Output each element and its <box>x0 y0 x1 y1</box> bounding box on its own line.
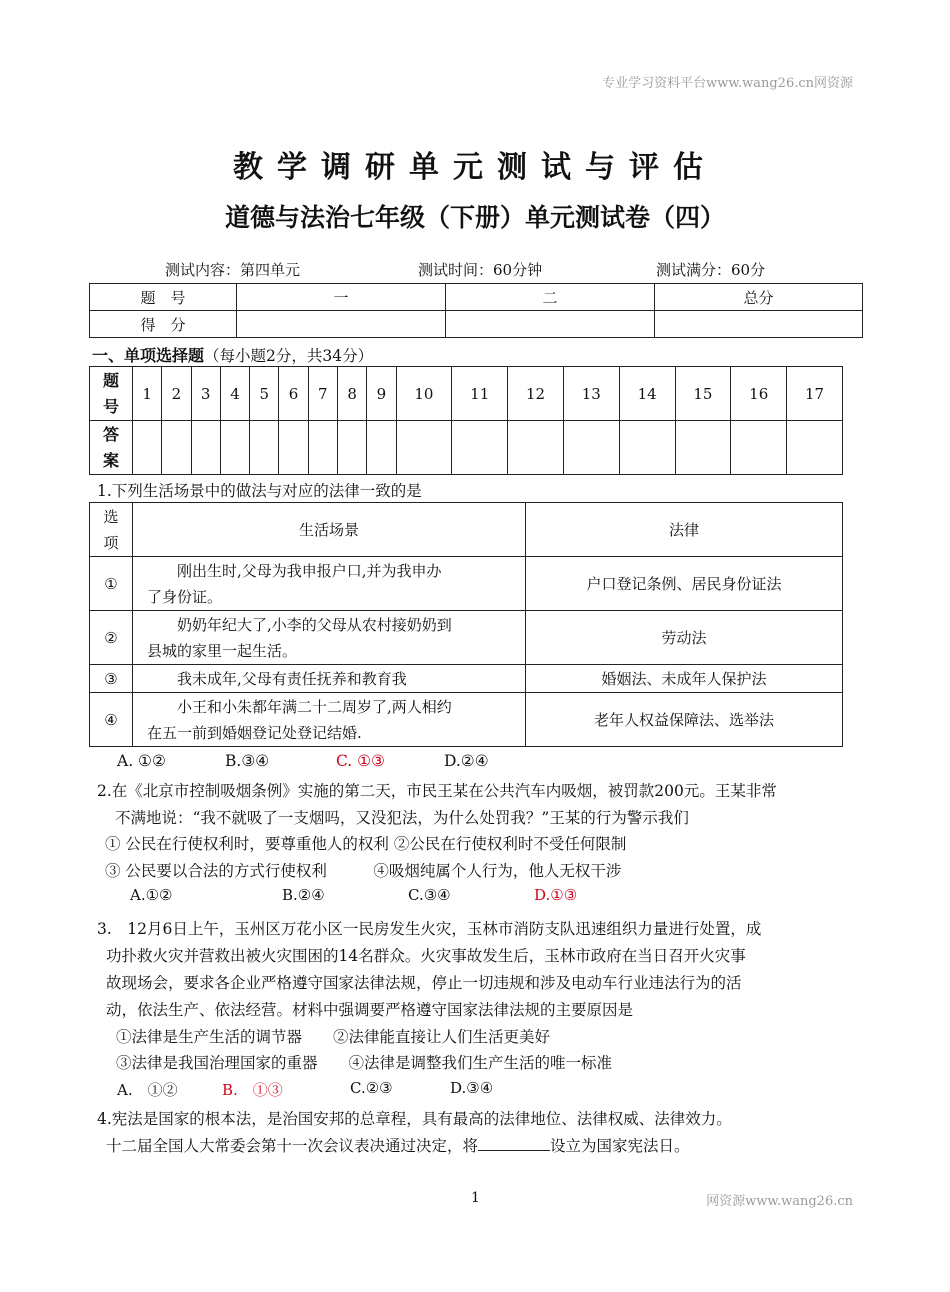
answer-grid-answer-cell[interactable] <box>675 421 731 475</box>
answer-grid-answer-cell[interactable] <box>508 421 564 475</box>
q2-choice-a[interactable]: A.①② <box>130 886 173 904</box>
exam-time: 测试时间：60分钟 <box>418 261 543 279</box>
answer-grid-answer-label: 答 案 <box>90 421 133 475</box>
q1-choice-b[interactable]: B.③④ <box>225 752 270 770</box>
answer-grid-number: 6 <box>279 367 308 421</box>
answer-grid <box>89 366 843 475</box>
score-header-question: 题 号 <box>90 284 237 311</box>
answer-grid-number: 5 <box>250 367 279 421</box>
answer-grid-answer-cell[interactable] <box>250 421 279 475</box>
answer-grid-answer-cell[interactable] <box>563 421 619 475</box>
answer-grid-answer-cell[interactable] <box>619 421 675 475</box>
section1-note: （每小题2分，共34分） <box>204 347 374 365</box>
score-cell-total[interactable] <box>655 311 863 338</box>
q2-statement: ③ 公民要以合法的方式行使权利 ④吸烟纯属个人行为，他人无权干涉 <box>105 862 622 880</box>
answer-grid-number: 16 <box>731 367 787 421</box>
answer-grid-answer-cell[interactable] <box>396 421 452 475</box>
score-table <box>89 283 863 338</box>
q1-row-scene: 小王和小朱都年满二十二周岁了,两人相约 在五一前到婚姻登记处登记结婚. <box>133 693 526 747</box>
main-title: 教学调研单元测试与评估 <box>233 150 717 185</box>
score-header-total: 总分 <box>655 284 863 311</box>
q1-row <box>90 693 843 747</box>
q1-row-scene: 刚出生时,父母为我申报户口,并为我申办 了身份证。 <box>133 557 526 611</box>
q1-stem: 1.下列生活场景中的做法与对应的法律一致的是 <box>97 482 422 500</box>
answer-grid-number: 4 <box>220 367 249 421</box>
q1-choice-a[interactable]: A. ①② <box>117 752 166 770</box>
score-header-part2: 二 <box>446 284 655 311</box>
q3-choice-c[interactable]: C.②③ <box>350 1079 393 1097</box>
answer-grid-number: 9 <box>367 367 396 421</box>
answer-grid-answer-cell[interactable] <box>220 421 249 475</box>
q1-header-law: 法律 <box>526 503 843 557</box>
answer-grid-answer-cell[interactable] <box>162 421 191 475</box>
q1-row-law: 户口登记条例、居民身份证法 <box>526 557 843 611</box>
q3-statement: ③法律是我国治理国家的重器 ④法律是调整我们生产生活的唯一标准 <box>116 1054 613 1072</box>
answer-grid-answer-cell[interactable] <box>787 421 843 475</box>
q4-stem-line: 4.宪法是国家的根本法，是治国安邦的总章程，具有最高的法律地位、法律权威、法律效力。 <box>97 1110 732 1128</box>
q1-choice-c-answer[interactable]: C. ①③ <box>336 752 385 770</box>
answer-grid-number-label: 题 号 <box>90 367 133 421</box>
answer-grid-answer-cell[interactable] <box>279 421 308 475</box>
answer-grid-number: 11 <box>452 367 508 421</box>
q3-stem-line: 故现场会，要求各企业严格遵守国家法律法规，停止一切违规和涉及电动车行业违法行为的活 <box>106 974 742 992</box>
source-watermark-bottom: 网资源www.wang26.cn <box>706 1194 853 1209</box>
answer-grid-number: 15 <box>675 367 731 421</box>
exam-content: 测试内容：第四单元 <box>165 261 301 279</box>
q4-stem-line <box>106 1134 690 1156</box>
q2-choice-c[interactable]: C.③④ <box>408 886 451 904</box>
section1-title: 一、单项选择题 <box>92 346 205 365</box>
answer-grid-answer-cell[interactable] <box>452 421 508 475</box>
q2-statement: ① 公民在行使权利时，要尊重他人的权利 ②公民在行使权利时不受任何限制 <box>105 835 627 853</box>
q3-stem-line: 功扑救火灾并营救出被火灾围困的14名群众。火灾事故发生后，玉林市政府在当日召开火灾事 <box>106 947 746 965</box>
q2-choice-d-answer[interactable]: D.①③ <box>534 886 578 904</box>
q1-header-scene: 生活场景 <box>133 503 526 557</box>
answer-grid-number: 13 <box>563 367 619 421</box>
answer-grid-number: 10 <box>396 367 452 421</box>
answer-grid-answer-cell[interactable] <box>731 421 787 475</box>
answer-grid-number: 8 <box>337 367 366 421</box>
answer-grid-answer-cell[interactable] <box>308 421 337 475</box>
q4-answer-blank[interactable] <box>478 1136 550 1151</box>
section1-heading <box>92 343 373 366</box>
answer-grid-number: 1 <box>133 367 162 421</box>
q1-row-option: ① <box>90 557 133 611</box>
q1-choice-d[interactable]: D.②④ <box>444 752 489 770</box>
score-cell-part1[interactable] <box>237 311 446 338</box>
answer-grid-answer-cell[interactable] <box>191 421 220 475</box>
q1-row-option: ④ <box>90 693 133 747</box>
q1-row <box>90 665 843 693</box>
q1-row-scene: 奶奶年纪大了,小李的父母从农村接奶奶到 县城的家里一起生活。 <box>133 611 526 665</box>
answer-grid-answer-cell[interactable] <box>367 421 396 475</box>
source-watermark-top: 专业学习资料平台www.wang26.cn网资源 <box>602 76 853 91</box>
answer-grid-answer-cell[interactable] <box>133 421 162 475</box>
sub-title: 道德与法治七年级（下册）单元测试卷（四） <box>224 203 725 232</box>
q3-choice-b-answer[interactable]: B. ①③ <box>222 1081 283 1099</box>
answer-grid-number: 2 <box>162 367 191 421</box>
score-row-label: 得 分 <box>90 311 237 338</box>
q1-row-law: 婚姻法、未成年人保护法 <box>526 665 843 693</box>
q2-stem-line: 不满地说：“我不就吸了一支烟吗，又没犯法，为什么处罚我？”王某的行为警示我们 <box>115 809 689 827</box>
exam-full-score: 测试满分：60分 <box>656 261 766 279</box>
score-cell-part2[interactable] <box>446 311 655 338</box>
q1-row-option: ③ <box>90 665 133 693</box>
q1-row-option: ② <box>90 611 133 665</box>
page-number: 1 <box>471 1190 480 1206</box>
q3-choice-d[interactable]: D.③④ <box>450 1079 494 1097</box>
q3-stem-line: 动，依法生产、依法经营。材料中强调要严格遵守国家法律法规的主要原因是 <box>106 1001 634 1019</box>
score-header-part1: 一 <box>237 284 446 311</box>
q1-row-scene: 我未成年,父母有责任抚养和教育我 <box>133 665 526 693</box>
q1-header-option: 选 项 <box>90 503 133 557</box>
answer-grid-number: 7 <box>308 367 337 421</box>
answer-grid-number: 14 <box>619 367 675 421</box>
q2-stem-line: 2.在《北京市控制吸烟条例》实施的第二天，市民王某在公共汽车内吸烟，被罚款200元。王某非常 <box>97 782 777 800</box>
q1-row-law: 老年人权益保障法、选举法 <box>526 693 843 747</box>
q3-choice-a[interactable]: A. ①② <box>117 1081 178 1099</box>
q4-text-after-blank: 设立为国家宪法日。 <box>550 1137 690 1155</box>
q3-statement: ①法律是生产生活的调节器 ②法律能直接让人们生活更美好 <box>116 1028 551 1046</box>
answer-grid-number: 3 <box>191 367 220 421</box>
answer-grid-number: 17 <box>787 367 843 421</box>
q3-stem-line: 3. 12月6日上午，玉州区万花小区一民房发生火灾，玉林市消防支队迅速组织力量进行处置，成 <box>97 920 762 938</box>
q2-choice-b[interactable]: B.②④ <box>282 886 325 904</box>
q1-row <box>90 611 843 665</box>
q1-table <box>89 502 843 747</box>
q1-row-law: 劳动法 <box>526 611 843 665</box>
answer-grid-number: 12 <box>508 367 564 421</box>
answer-grid-answer-cell[interactable] <box>337 421 366 475</box>
q1-row <box>90 557 843 611</box>
q4-text-before-blank: 十二届全国人大常委会第十一次会议表决通过决定，将 <box>106 1137 479 1155</box>
